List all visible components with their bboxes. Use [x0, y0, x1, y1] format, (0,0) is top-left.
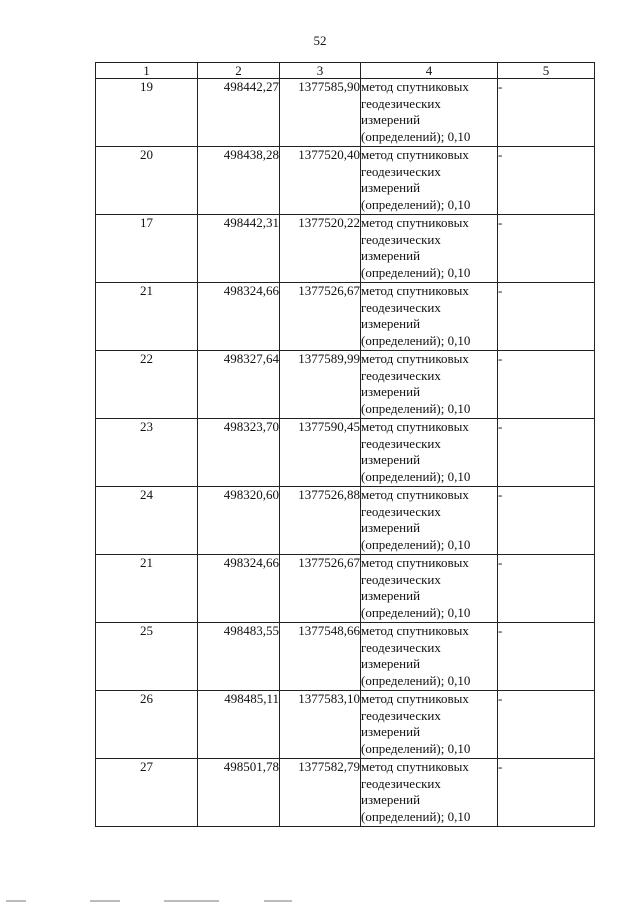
- x-coordinate-cell: 498324,66: [198, 555, 280, 623]
- note-cell: -: [498, 623, 595, 691]
- x-coordinate-cell: 498320,60: [198, 487, 280, 555]
- table-row: [96, 215, 595, 283]
- table-row: [96, 283, 595, 351]
- x-coordinate-cell: 498442,31: [198, 215, 280, 283]
- table-row: [96, 351, 595, 419]
- method-cell: метод спутниковых геодезических измерений (определений); 0,10: [361, 759, 498, 827]
- method-cell: метод спутниковых геодезических измерений (определений); 0,10: [361, 215, 498, 283]
- y-coordinate-cell: 1377526,88: [280, 487, 361, 555]
- y-coordinate-cell: 1377590,45: [280, 419, 361, 487]
- point-cell: 19: [96, 79, 198, 147]
- method-cell: метод спутниковых геодезических измерений (определений); 0,10: [361, 351, 498, 419]
- header-row: [96, 63, 595, 79]
- y-coordinate-cell: 1377520,40: [280, 147, 361, 215]
- method-cell: метод спутниковых геодезических измерений (определений); 0,10: [361, 283, 498, 351]
- table-row: [96, 419, 595, 487]
- point-cell: 25: [96, 623, 198, 691]
- note-cell: -: [498, 215, 595, 283]
- y-coordinate-cell: 1377548,66: [280, 623, 361, 691]
- column-header: 3: [280, 63, 361, 79]
- x-coordinate-cell: 498485,11: [198, 691, 280, 759]
- y-coordinate-cell: 1377585,90: [280, 79, 361, 147]
- method-cell: метод спутниковых геодезических измерений (определений); 0,10: [361, 555, 498, 623]
- note-cell: -: [498, 691, 595, 759]
- point-cell: 21: [96, 555, 198, 623]
- point-cell: 20: [96, 147, 198, 215]
- x-coordinate-cell: 498324,66: [198, 283, 280, 351]
- method-cell: метод спутниковых геодезических измерений (определений); 0,10: [361, 419, 498, 487]
- table-row: [96, 555, 595, 623]
- method-cell: метод спутниковых геодезических измерений (определений); 0,10: [361, 623, 498, 691]
- note-cell: -: [498, 351, 595, 419]
- page-number: 52: [313, 33, 327, 48]
- column-header: 1: [96, 63, 198, 79]
- method-cell: метод спутниковых геодезических измерений (определений); 0,10: [361, 487, 498, 555]
- note-cell: -: [498, 283, 595, 351]
- y-coordinate-cell: 1377583,10: [280, 691, 361, 759]
- note-cell: -: [498, 419, 595, 487]
- y-coordinate-cell: 1377582,79: [280, 759, 361, 827]
- method-cell: метод спутниковых геодезических измерений (определений); 0,10: [361, 147, 498, 215]
- x-coordinate-cell: 498323,70: [198, 419, 280, 487]
- point-cell: 24: [96, 487, 198, 555]
- table-row: [96, 487, 595, 555]
- column-header: 4: [361, 63, 498, 79]
- method-cell: метод спутниковых геодезических измерений (определений); 0,10: [361, 691, 498, 759]
- point-cell: 17: [96, 215, 198, 283]
- coordinates-table: [95, 62, 595, 827]
- note-cell: -: [498, 79, 595, 147]
- point-cell: 21: [96, 283, 198, 351]
- x-coordinate-cell: 498327,64: [198, 351, 280, 419]
- method-cell: метод спутниковых геодезических измерений (определений); 0,10: [361, 79, 498, 147]
- note-cell: -: [498, 487, 595, 555]
- y-coordinate-cell: 1377589,99: [280, 351, 361, 419]
- x-coordinate-cell: 498501,78: [198, 759, 280, 827]
- table-row: [96, 623, 595, 691]
- table-row: [96, 691, 595, 759]
- note-cell: -: [498, 759, 595, 827]
- scan-artifacts: [0, 900, 640, 905]
- table-body: [96, 79, 595, 827]
- column-header: 2: [198, 63, 280, 79]
- y-coordinate-cell: 1377520,22: [280, 215, 361, 283]
- y-coordinate-cell: 1377526,67: [280, 283, 361, 351]
- table-row: [96, 147, 595, 215]
- point-cell: 26: [96, 691, 198, 759]
- table-row: [96, 79, 595, 147]
- point-cell: 27: [96, 759, 198, 827]
- column-header: 5: [498, 63, 595, 79]
- y-coordinate-cell: 1377526,67: [280, 555, 361, 623]
- table-row: [96, 759, 595, 827]
- x-coordinate-cell: 498442,27: [198, 79, 280, 147]
- note-cell: -: [498, 555, 595, 623]
- x-coordinate-cell: 498438,28: [198, 147, 280, 215]
- note-cell: -: [498, 147, 595, 215]
- point-cell: 23: [96, 419, 198, 487]
- x-coordinate-cell: 498483,55: [198, 623, 280, 691]
- point-cell: 22: [96, 351, 198, 419]
